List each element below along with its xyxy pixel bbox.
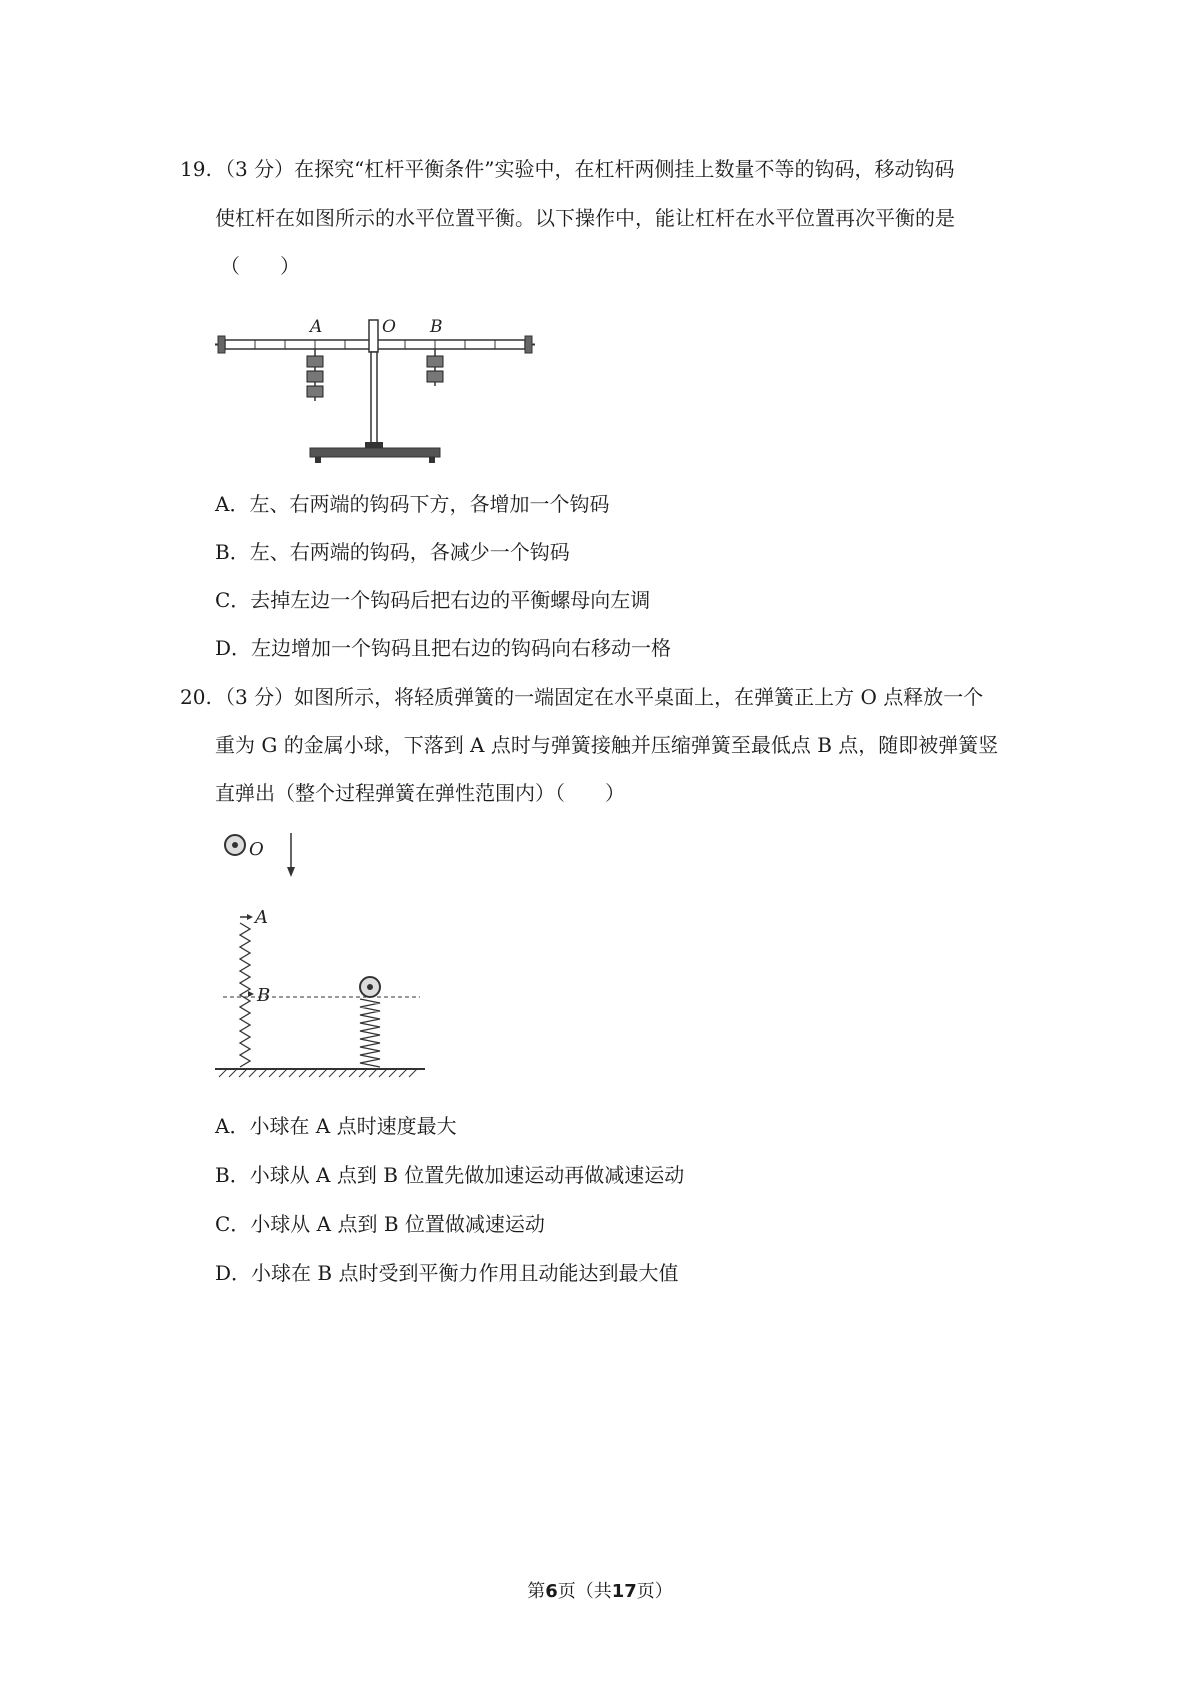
label-o: O [249,839,264,860]
question-number: 20. [180,685,212,709]
footer-mid: 页（共 [557,1581,612,1602]
question-20-line-2: 重为 G 的金属小球，下落到 A 点时与弹簧接触并压缩弹簧至最低点 B 点，随即被弹簧竖 [215,733,999,757]
question-number: 19. [180,157,212,181]
option-d: D．小球在 B 点时受到平衡力作用且动能达到最大值 [215,1261,679,1285]
footer-suffix: 页） [636,1581,673,1602]
question-text: （3 分）在探究“杠杆平衡条件”实验中，在杠杆两侧挂上数量不等的钩码，移动钩码 [215,157,955,181]
option-a: A．左、右两端的钩码下方，各增加一个钩码 [215,492,610,516]
question-19-line-2: 使杠杆在如图所示的水平位置平衡。以下操作中，能让杠杆在水平位置再次平衡的是 [215,206,955,230]
spring-compressed [360,999,380,1067]
stand-base [310,448,440,457]
question-text: （3 分）如图所示，将轻质弹簧的一端固定在水平桌面上，在弹簧正上方 O 点释放一个 [215,685,984,709]
option-b: B．左、右两端的钩码，各减少一个钩码 [215,540,570,564]
label-b: B [430,317,443,337]
label-a: A [310,317,323,337]
left-balance-nut [218,336,225,353]
spring-ball-figure [215,825,455,1085]
label-a: A [255,907,268,928]
question-20-line-3: 直弹出（整个过程弹簧在弹性范围内）（ ） [215,781,625,805]
option-b: B．小球从 A 点到 B 位置先做加速运动再做减速运动 [215,1163,685,1187]
label-o: O [382,317,396,337]
option-d: D．左边增加一个钩码且把右边的钩码向右移动一格 [215,636,672,660]
option-c: C．小球从 A 点到 B 位置做减速运动 [215,1212,545,1236]
question-19-line-3: （ ） [220,254,300,278]
right-balance-nut [525,336,532,353]
lever-balance-figure [215,300,535,470]
footer-page-number: 6 [545,1581,558,1602]
option-c: C．去掉左边一个钩码后把右边的平衡螺母向左调 [215,588,651,612]
option-a: A．小球在 A 点时速度最大 [215,1114,457,1138]
right-hook-weights [427,349,443,386]
footer-prefix: 第 [527,1581,546,1602]
label-b: B [257,985,271,1006]
footer-total-pages: 17 [611,1581,637,1602]
pivot-clip [369,320,378,352]
left-hook-weights [307,349,323,401]
stand-pole [371,352,377,444]
page-footer [0,1580,1200,1604]
